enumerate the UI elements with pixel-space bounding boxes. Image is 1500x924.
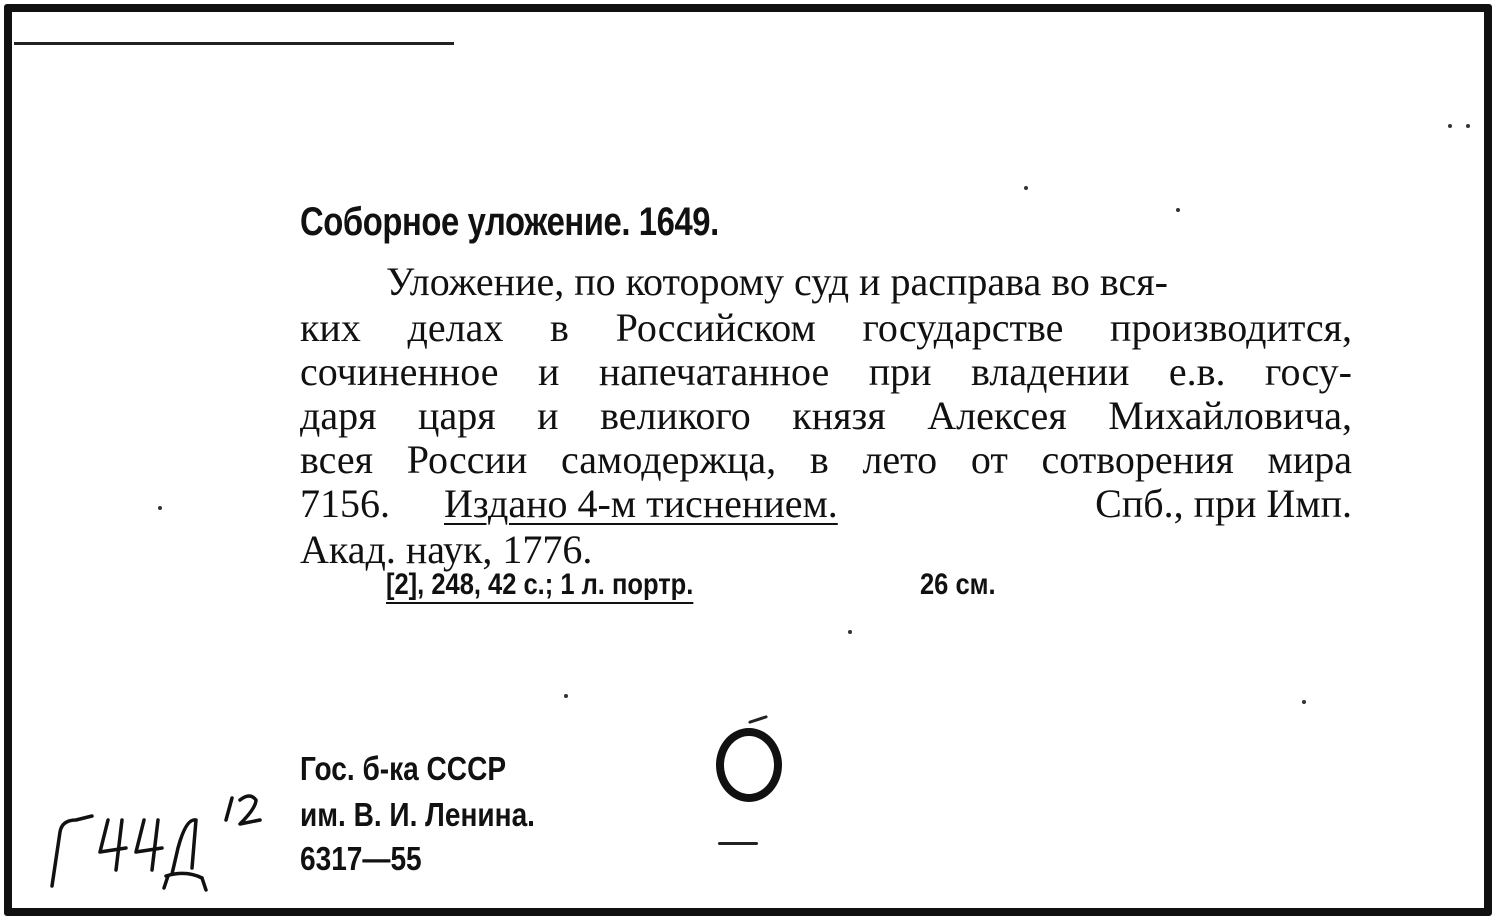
speck [564, 694, 568, 698]
top-rule [14, 42, 454, 45]
publication-place: Спб., при Имп. [1095, 481, 1352, 526]
card-title: Соборное уложение. 1649. [300, 200, 719, 244]
speck [848, 630, 852, 634]
speck [1024, 186, 1028, 190]
imprint-library-name: им. В. И. Ленина. [300, 796, 535, 833]
speck [1466, 124, 1470, 128]
collation-size: 26 см. [920, 568, 996, 601]
description-line-4: даря царя и великого князя Алексея Михайловича, [300, 393, 1352, 438]
handwritten-shelfmark [46, 790, 296, 900]
card-punch-hole [716, 728, 782, 802]
collation-pages-text: [2], 248, 42 с.; 1 л. портр. [386, 568, 694, 601]
catalog-card [4, 4, 1492, 916]
speck [1176, 208, 1180, 212]
description-line-1: Уложение, по которому суд и расправа во вся- [386, 259, 1168, 304]
hole-mark-top [748, 715, 768, 724]
speck [158, 506, 162, 510]
description-line-5: всея России самодержца, в лето от сотворения мира [300, 437, 1352, 482]
speck [1302, 700, 1306, 704]
publisher-date: Акад. наук, 1776. [300, 527, 593, 572]
speck [1448, 124, 1452, 128]
description-line-2: ких делах в Российском государстве производится, [300, 305, 1352, 350]
imprint-library: Гос. б-ка СССР [300, 750, 507, 787]
imprint-card-number: 6317—55 [300, 840, 422, 877]
hole-mark [718, 842, 758, 845]
description-year: 7156. [300, 481, 390, 526]
description-line-3: сочиненное и напечатанное при владении е.в. госу- [300, 349, 1352, 394]
collation-pages [386, 568, 693, 602]
edition-statement: Издано 4-м тиснением. [444, 481, 838, 526]
